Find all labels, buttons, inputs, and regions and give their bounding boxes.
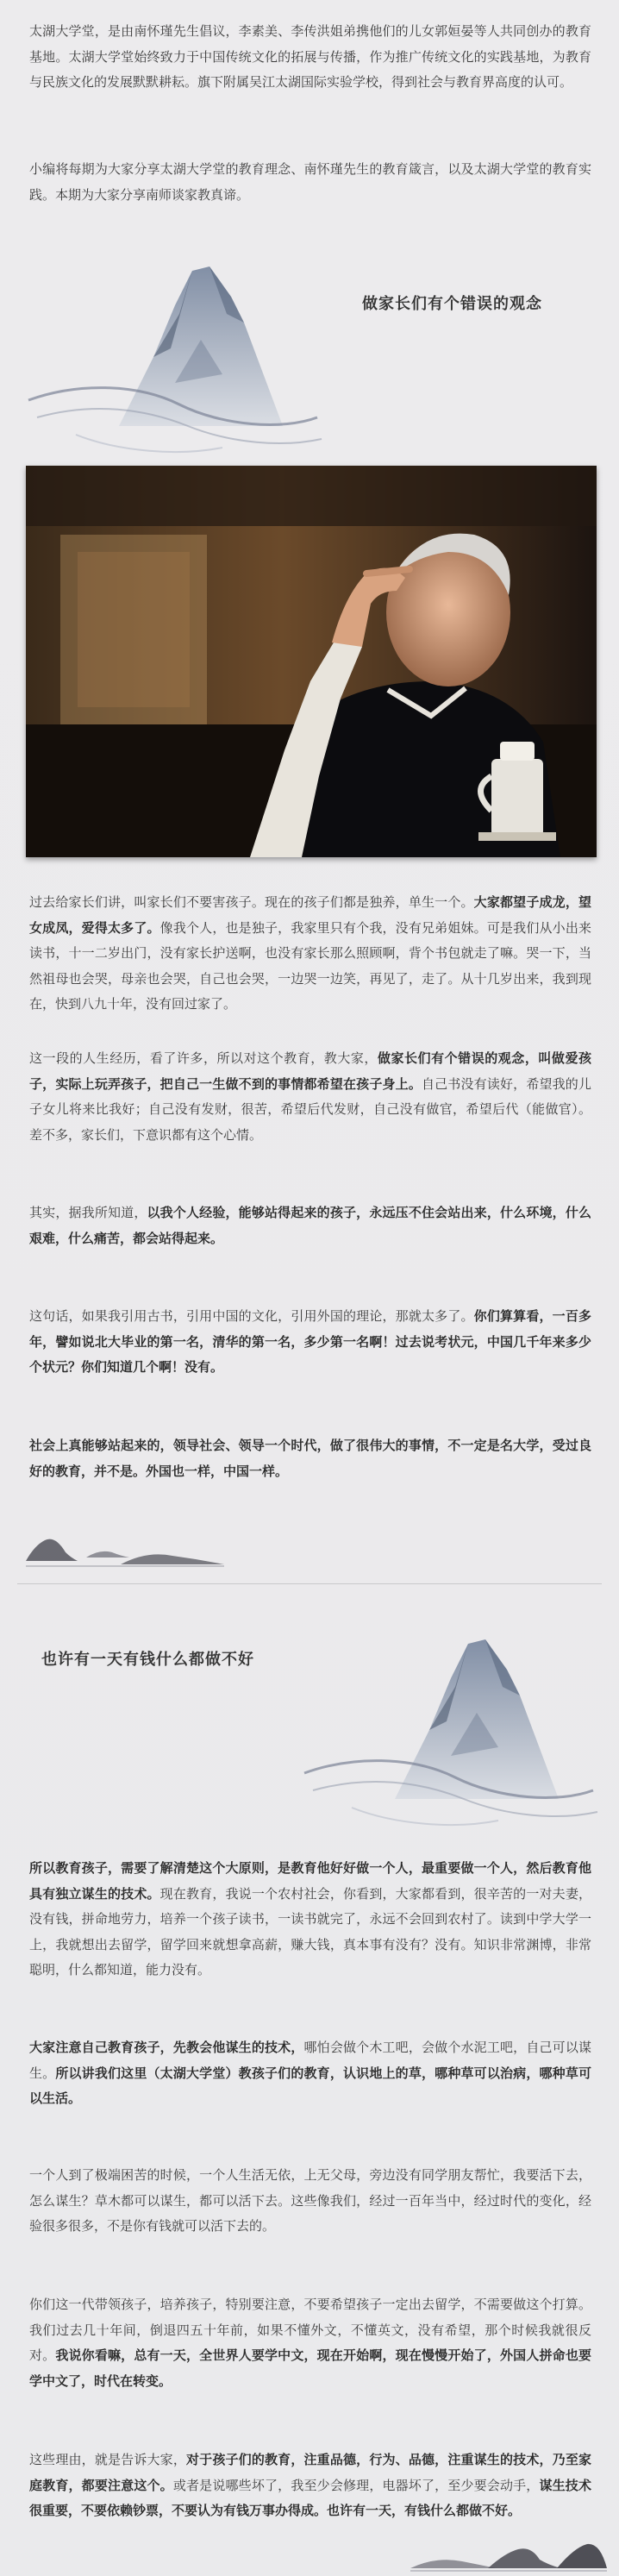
text-run: 这一段的人生经历，看了许多，所以对这个教育，教大家， — [29, 1050, 378, 1066]
section1-paragraph-3 — [29, 1200, 591, 1251]
bold-text-run: 大家都望子成龙，望女成凤，爱得太多了。 — [29, 894, 591, 936]
bold-text-run: 做家长们有个错误的观念，叫做爱孩子，实际上玩弄孩子，把自己一生做不到的事情都希望在孩子身上。 — [29, 1050, 591, 1092]
bold-text-run: 我说你看嘛，总有一天，全世界人要学中文，现在开始啊，现在慢慢开始了，外国人拼命也要学中文了，时代在转变。 — [29, 2347, 591, 2389]
section2-heading: 也许有一天有钱什么都做不好 — [41, 1651, 254, 1669]
text-run: 自己书没有读好，希望我的儿子女儿将来比我好；自己没有发财，很苦，希望后代发财，自己没有做官，希望后代（能做官）。差不多，家长们，下意识都有这个心情。 — [29, 1075, 591, 1143]
text-run: 哪怕会做个木工吧，会做个水泥工吧，自己可以谋生。 — [29, 2040, 591, 2081]
section2-paragraph-5 — [29, 2448, 591, 2524]
bold-text-run: 所以教育孩子，需要了解清楚这个大原则，是教育他好好做一个人，最重要做一个人，然后教育他具有独立谋生的技术。 — [29, 1860, 591, 1902]
section1-paragraph-5 — [29, 1433, 591, 1484]
elderly-scholar-photo — [26, 466, 597, 857]
section1-paragraph-4 — [29, 1304, 591, 1381]
text-run: 这句话，如果我引用古书，引用中国的文化，引用外国的理论，那就太多了。 — [29, 1308, 474, 1324]
bold-text-run: 对于孩子们的教育，注重品德，行为、品德，注重谋生的技术，乃至家庭教育，都要注意这个。 — [29, 2452, 591, 2493]
intro-paragraph-1: 太湖大学堂，是由南怀瑾先生倡议，李素美、李传洪姐弟携他们的儿女郭姮晏等人共同创办的教育基地。太湖大学堂始终致力于中国传统文化的拓展与传播，作为推广传统文化的实践基地，为教育与民族文化的发展默默耕耘。旗下附属吴江太湖国际实验学校，得到社会与教育界高度的认可。 — [29, 23, 591, 91]
ink-hills-icon — [410, 2535, 609, 2573]
text-run: 其实，据我所知道， — [29, 1205, 147, 1220]
text-run: 这些理由，就是告诉大家， — [29, 2452, 186, 2467]
text-run: 现在教育，我说一个农村社会，你看到，大家都看到，很辛苦的一对夫妻，没有钱，拼命地劳力，培养一个孩子读书，一读书就完了，永远不会回到农村了。读到中学大学一上，我就想出去留学，留学回来就想拿高薪，赚大钱，真本事有没有？没有。知识非常渊博，非常聪明，什么都知道，能力没有。 — [29, 1885, 591, 1978]
bold-text-run: 所以讲我们这里（太湖大学堂）教孩子们的教育，认识地上的草，哪种草可以治病，哪种草可以生活。 — [29, 2065, 591, 2107]
section2-paragraph-4 — [29, 2292, 591, 2394]
section1-paragraph-1 — [29, 890, 591, 1018]
section2-paragraph-3 — [29, 2163, 591, 2240]
bold-text-run: 以我个人经验，能够站得起来的孩子，永远压不住会站出来，什么环境，什么艰难，什么痛苦，都会站得起来。 — [29, 1205, 591, 1246]
ink-mountain-icon — [24, 254, 326, 461]
bold-text-run: 社会上真能够站起来的，领导社会、领导一个时代，做了很伟大的事情，不一定是名大学，受过良好的教育，并不是。外国也一样，中国一样。 — [29, 1438, 591, 1479]
section2-paragraph-1 — [29, 1856, 591, 1984]
text-run: 一个人到了极端困苦的时候，一个人生活无依，上无父母，旁边没有同学朋友帮忙，我要活下去，怎么谋生？草木都可以谋生，都可以活下去。这些像我们，经过一百年当中，经过时代的变化，经验很多很多，不是你有钱就可以活下去的。 — [29, 2167, 591, 2234]
intro-paragraph-2: 小编将每期为大家分享太湖大学堂的教育理念、南怀瑾先生的教育箴言，以及太湖大学堂的教育实践。本期为大家分享南师谈家教真谛。 — [29, 161, 591, 203]
section2-paragraph-2 — [29, 2035, 591, 2112]
text-run: 像我个人，也是独子，我家里只有个我，没有兄弟姐妹。可是我们从小出来读书，十一二岁出门，没有家长护送啊，也没有家长那么照顾啊，背个书包就走了嘛。哭一下，当然祖母也会哭，母亲也会哭，自己也会哭，一边哭一边笑，再见了，走了。从十几岁出来，我到现在，快到八九十年，没有回过家了。 — [29, 919, 591, 1012]
text-run: 或者是说哪些坏了，我至少会修理，电器坏了，至少要会动手， — [172, 2477, 540, 2493]
section-divider — [17, 1583, 602, 1584]
ink-hills-icon — [26, 1526, 233, 1570]
bold-text-run: 谋生技术很重要，不要依赖钞票，不要认为有钱万事办得成。也许有一天，有钱什么都做不好。 — [29, 2477, 591, 2519]
bold-text-run: 大家注意自己教育孩子，先教会他谋生的技术， — [29, 2040, 304, 2055]
bold-text-run: 你们算算看，一百多年，譬如说北大毕业的第一名，清华的第一名，多少第一名啊！过去说考状元，中国几千年来多少个状元？你们知道几个啊！没有。 — [29, 1308, 591, 1376]
ink-mountain-icon — [300, 1626, 602, 1833]
section1-heading: 做家长们有个错误的观念 — [362, 295, 542, 313]
text-run: 过去给家长们讲，叫家长们不要害孩子。现在的孩子们都是独养，单生一个。 — [29, 894, 474, 910]
section1-paragraph-2 — [29, 1046, 591, 1148]
text-run: 你们这一代带领孩子，培养孩子，特别要注意，不要希望孩子一定出去留学，不需要做这个打算。我们过去几十年间，倒退四五十年前，如果不懂外文，不懂英文，没有希望，那个时候我就很反对。 — [29, 2297, 591, 2364]
